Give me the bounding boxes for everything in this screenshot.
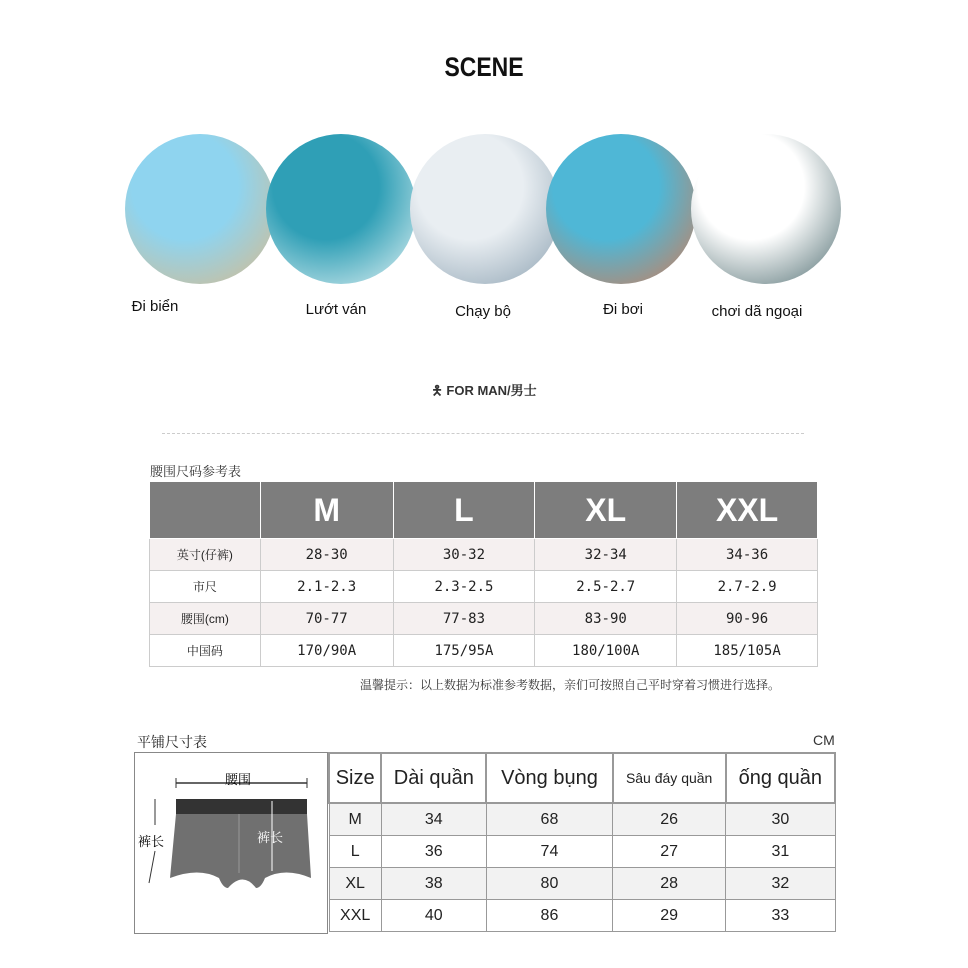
table-row: [150, 603, 818, 635]
man-icon: 🯅: [431, 383, 443, 398]
for-man-text: FOR MAN/男士: [446, 383, 537, 398]
waist-table-caption: 腰围尺码参考表: [150, 464, 242, 479]
table-header-row: [150, 482, 818, 539]
divider: [162, 433, 804, 434]
table-cell: 70-77: [260, 603, 393, 635]
row-header-cell: M: [329, 803, 381, 836]
waist-size-table: [149, 481, 818, 667]
table-row: [150, 539, 818, 571]
table-cell: 180/100A: [535, 635, 677, 667]
scene-rafting-image: [691, 134, 841, 284]
scene-label: Đi bơi: [603, 301, 643, 318]
table-cell: 2.3-2.5: [393, 571, 535, 603]
table-row: [329, 836, 835, 868]
row-header-cell: L: [329, 836, 381, 868]
table-cell: 2.5-2.7: [535, 571, 677, 603]
scene-label: chơi dã ngoại: [711, 303, 803, 320]
table-cell: 38: [381, 868, 486, 900]
table-header-row: [329, 753, 835, 803]
header-cell: Size: [329, 753, 381, 803]
table-cell: 2.1-2.3: [260, 571, 393, 603]
for-man-heading: [0, 380, 968, 404]
table-cell: 26: [613, 803, 726, 836]
scene-swim-image: [546, 134, 696, 284]
table-cell: 32-34: [535, 539, 677, 571]
length-outer-label: 裤长: [138, 834, 165, 849]
table-cell: 36: [381, 836, 486, 868]
header-cell: Sâu đáy quần: [613, 753, 726, 803]
row-header-cell: 中国码: [150, 635, 261, 667]
table-cell: 185/105A: [677, 635, 818, 667]
table-cell: 34-36: [677, 539, 818, 571]
header-cell: [150, 482, 261, 539]
table-cell: 80: [486, 868, 612, 900]
row-header-cell: 腰围(cm): [150, 603, 261, 635]
header-cell: Dài quần: [381, 753, 486, 803]
table-cell: 27: [613, 836, 726, 868]
table-cell: 83-90: [535, 603, 677, 635]
table-cell: 40: [381, 900, 486, 932]
header-cell: XL: [535, 482, 677, 539]
waist-table-note: 温馨提示：以上数据为标准参考数据，亲们可按照自己平时穿着习惯进行选择。: [360, 678, 781, 692]
scene-running-image: [410, 134, 560, 284]
table-cell: 77-83: [393, 603, 535, 635]
header-cell: L: [393, 482, 535, 539]
shorts-diagram: [134, 752, 328, 934]
header-cell: Vòng bụng: [486, 753, 612, 803]
table-cell: 29: [613, 900, 726, 932]
table-cell: 74: [486, 836, 612, 868]
row-header-cell: XL: [329, 868, 381, 900]
table-cell: 30-32: [393, 539, 535, 571]
scene-label: Chạy bộ: [455, 303, 511, 320]
table-cell: 33: [726, 900, 835, 932]
row-header-cell: 英寸(仔裤): [150, 539, 261, 571]
table-cell: 31: [726, 836, 835, 868]
scene-surf-image: [266, 134, 416, 284]
table-cell: 28: [613, 868, 726, 900]
table-cell: 68: [486, 803, 612, 836]
header-cell: M: [260, 482, 393, 539]
flat-size-table: [328, 752, 836, 932]
row-header-cell: 市尺: [150, 571, 261, 603]
waist-label: 腰围: [225, 772, 252, 787]
scene-label: Lướt ván: [305, 301, 367, 318]
scene-label: Đi biển: [131, 298, 179, 315]
table-row: [150, 635, 818, 667]
table-cell: 86: [486, 900, 612, 932]
table-cell: 90-96: [677, 603, 818, 635]
unit-label: CM: [813, 732, 835, 748]
table-cell: 170/90A: [260, 635, 393, 667]
row-header-cell: XXL: [329, 900, 381, 932]
table-cell: 30: [726, 803, 835, 836]
scene-beach-image: [125, 134, 275, 284]
flat-table-caption: 平铺尺寸表: [137, 734, 207, 750]
table-cell: 32: [726, 868, 835, 900]
table-cell: 34: [381, 803, 486, 836]
scene-title: SCENE: [444, 52, 524, 82]
table-cell: 2.7-2.9: [677, 571, 818, 603]
table-row: [329, 803, 835, 836]
table-row: [150, 571, 818, 603]
header-cell: XXL: [677, 482, 818, 539]
header-cell: ống quần: [726, 753, 835, 803]
table-row: [329, 900, 835, 932]
table-cell: 28-30: [260, 539, 393, 571]
table-row: [329, 868, 835, 900]
table-cell: 175/95A: [393, 635, 535, 667]
length-inner-label: 裤长: [257, 830, 284, 845]
